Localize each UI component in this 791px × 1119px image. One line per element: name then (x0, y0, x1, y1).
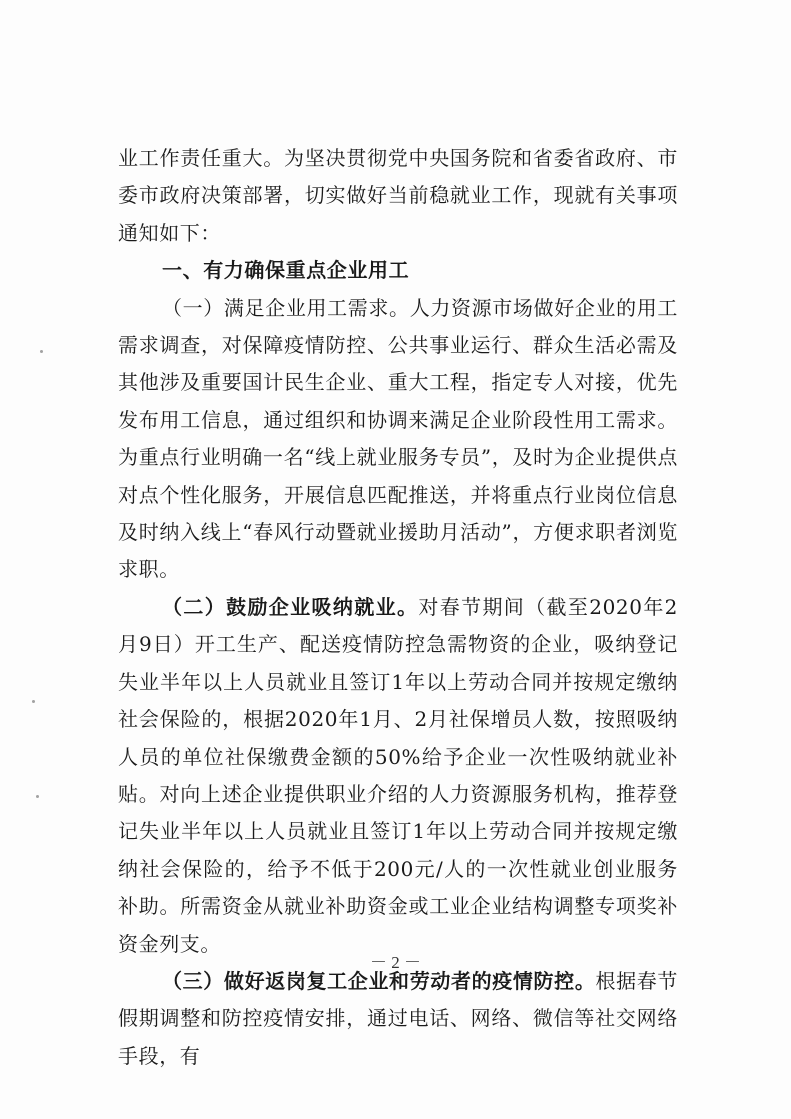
item-1-lead: （一）满足企业用工需求。 (162, 295, 410, 320)
scan-speck (36, 795, 39, 798)
opening-paragraph: 业工作责任重大。为坚决贯彻党中央国务院和省委省政府、市委市政府决策部署，切实做好当前稳就业工作，现就有关事项通知如下： (118, 146, 678, 245)
scan-speck (40, 350, 43, 353)
scan-speck (32, 700, 35, 703)
item-2-paragraph (118, 589, 678, 963)
item-3-lead: （三）做好返岗复工企业和劳动者的疫情防控。 (162, 968, 596, 993)
document-body (118, 140, 678, 1075)
section-heading: 一、有力确保重点企业用工 (162, 258, 410, 283)
item-2-lead: （二）鼓励企业吸纳就业。 (162, 594, 419, 619)
item-3-body: 根据春节假期调整和防控疫情安排，通过电话、网络、微信等社交网络手段，有 (118, 968, 678, 1068)
item-2-body: 对春节期间（截至2020年2月9日）开工生产、配送疫情防控急需物资的企业，吸纳登记失业半年以上人员就业且签订1年以上劳动合同并按规定缴纳社会保险的，根据2020年1月、2月社保增员人数，按照吸纳人员的单位社保缴费金额的50%给予企业一次性吸纳就业补贴。对向上述企业提供职业介绍的人力资源服务机构，推荐登记失业半年以上人员就业且签订1年以上劳动合同并按规定缴纳社会保险的，给予不低于200元/人的一次性就业创业服务补助。所需资金从就业补助资金或工业企业结构调整专项奖补资金列支。 (118, 594, 679, 956)
item-1-body: 人力资源市场做好企业的用工需求调查，对保障疫情防控、公共事业运行、群众生活必需及其他涉及重要国计民生企业、重大工程，指定专人对接，优先发布用工信息，通过组织和协调来满足企业阶段性用工需求。为重点行业明确一名“线上就业服务专员”，及时为企业提供点对点个性化服务，开展信息匹配推送，并将重点行业岗位信息及时纳入线上“春风行动暨就业援助月活动”，方便求职者浏览求职。 (118, 295, 678, 582)
page-number: － 2 － (370, 953, 421, 972)
item-3-paragraph (118, 963, 678, 1075)
item-1-paragraph (118, 290, 678, 589)
